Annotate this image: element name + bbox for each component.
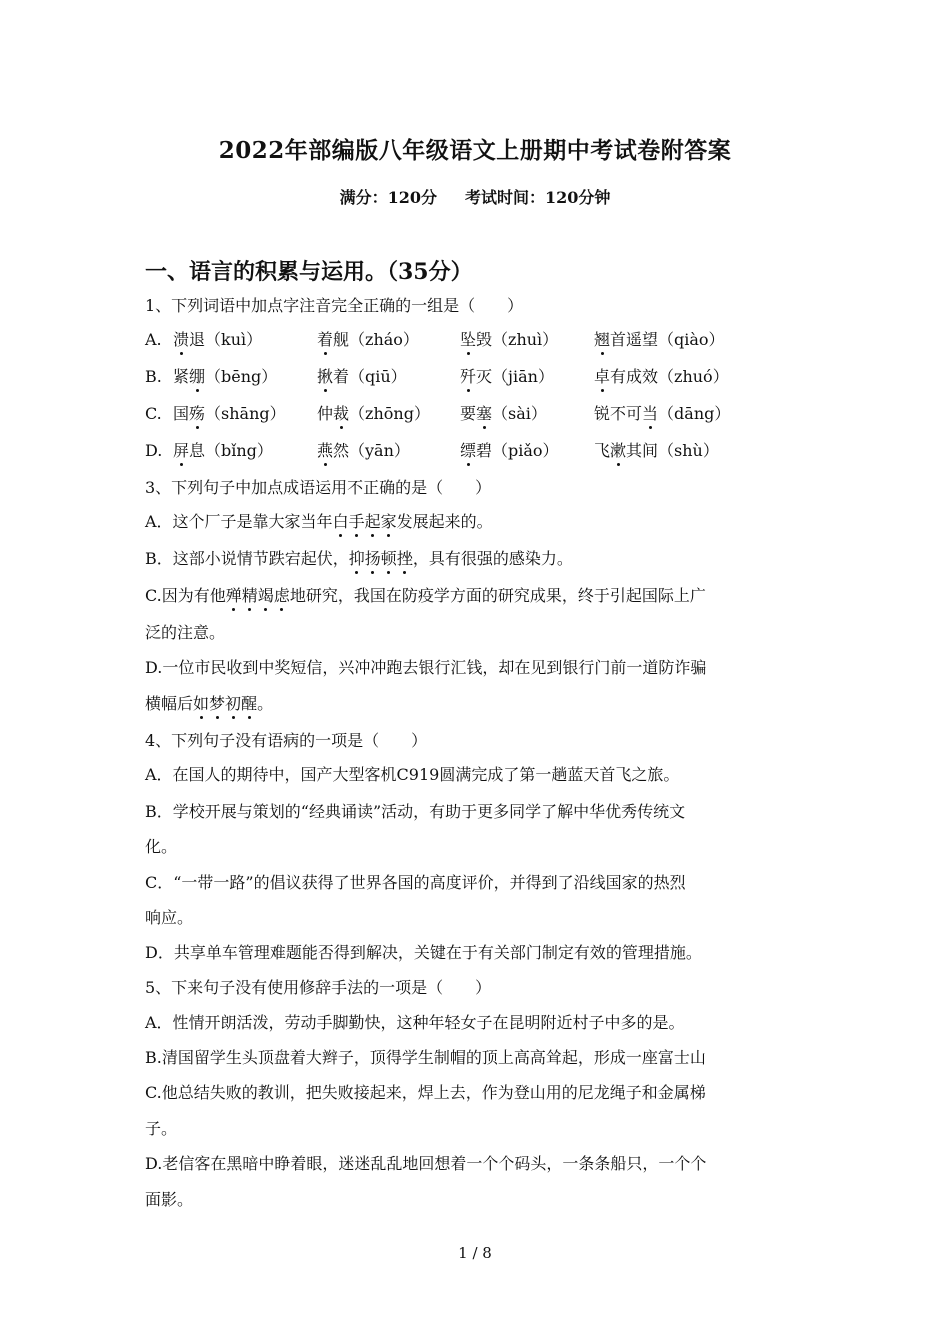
option-item: 着舰（zháo）: [317, 330, 419, 349]
page-title: 2022年部编版八年级语文上册期中考试卷附答案: [218, 137, 732, 164]
option-label: D.: [145, 441, 163, 460]
option-item: 燕然（yān）: [317, 441, 410, 460]
question-3-option-c-cont: 泛的注意。: [145, 623, 226, 642]
option-item: 屏息（bǐng）: [173, 441, 273, 460]
question-1-option-a: [145, 330, 825, 350]
question-5-option-c-cont: 子。: [145, 1119, 178, 1138]
question-3-option-b: B．这部小说情节跌宕起伏，抑扬顿挫，具有很强的感染力。: [145, 549, 573, 568]
question-4-option-a: A．在国人的期待中，国产大型客机C919圆满完成了第一趟蓝天首飞之旅。: [145, 765, 680, 784]
option-item: 溃退（kuì）: [173, 330, 263, 349]
question-4-stem: 4、下列句子没有语病的一项是（ ）: [145, 731, 428, 750]
page-number: 1 / 8: [458, 1244, 492, 1262]
option-item: 坠毁（zhuì）: [460, 330, 559, 349]
option-label: B.: [145, 367, 162, 386]
question-4-option-b: B．学校开展与策划的“经典诵读”活动，有助于更多同学了解中华优秀传统文: [145, 802, 686, 821]
question-3-option-d: D.一位市民收到中奖短信，兴冲冲跑去银行汇钱，却在见到银行门前一道防诈骗: [145, 658, 707, 677]
option-label: A.: [145, 330, 162, 349]
question-5-option-a: A．性情开朗活泼，劳动手脚勤快，这种年轻女子在昆明附近村子中多的是。: [145, 1013, 685, 1032]
option-label: C.: [145, 404, 162, 423]
question-5-option-b: B.清国留学生头顶盘着大辫子，顶得学生制帽的顶上高高耸起，形成一座富士山: [145, 1048, 706, 1067]
question-4-option-b-cont: 化。: [145, 837, 178, 856]
question-5-option-c: C.他总结失败的教训，把失败接起来，焊上去，作为登山用的尼龙绳子和金属梯: [145, 1083, 706, 1102]
question-3-option-c: C.因为有他殚精竭虑地研究，我国在防疫学方面的研究成果，终于引起国际上广: [145, 586, 706, 605]
option-item: 仲裁（zhōng）: [317, 404, 430, 423]
full-score: 满分：120分: [339, 188, 437, 207]
option-item: 缥碧（piǎo）: [460, 441, 559, 460]
option-item: 歼灭（jiān）: [460, 367, 554, 386]
option-item: 翘首遥望（qiào）: [594, 330, 725, 349]
question-1-stem: 1、下列词语中加点字注音完全正确的一组是（ ）: [145, 296, 524, 315]
option-item: 国殇（shāng）: [173, 404, 286, 423]
question-3-stem: 3、下列句子中加点成语运用不正确的是（ ）: [145, 478, 492, 497]
exam-time: 考试时间：120分钟: [465, 188, 611, 207]
question-5-option-d-cont: 面影。: [145, 1190, 194, 1209]
question-1-option-c: [145, 404, 825, 424]
question-5-option-d: D.老信客在黑暗中睁着眼，迷迷乱乱地回想着一个个码头，一条条船只，一个个: [145, 1154, 707, 1173]
option-item: 要塞（sài）: [460, 404, 547, 423]
option-item: 飞漱其间（shù）: [594, 441, 719, 460]
exam-info: [0, 185, 950, 208]
section-heading: 一、语言的积累与运用。（35分）: [145, 259, 473, 285]
option-item: 锐不可当（dāng）: [594, 404, 731, 423]
question-5-stem: 5、下来句子没有使用修辞手法的一项是（ ）: [145, 978, 492, 997]
option-item: 卓有成效（zhuó）: [594, 367, 729, 386]
question-4-option-c: C．“一带一路”的倡议获得了世界各国的高度评价，并得到了沿线国家的热烈: [145, 873, 686, 892]
question-4-option-c-cont: 响应。: [145, 908, 194, 927]
question-1-option-d: [145, 441, 825, 461]
option-item: 揪着（qiū）: [317, 367, 407, 386]
question-1-option-b: [145, 367, 825, 387]
question-3-option-a: A．这个厂子是靠大家当年白手起家发展起来的。: [145, 512, 493, 531]
question-3-option-d-cont: 横幅后如梦初醒。: [145, 694, 274, 713]
question-4-option-d: D．共享单车管理难题能否得到解决，关键在于有关部门制定有效的管理措施。: [145, 943, 702, 962]
option-item: 紧绷（bēng）: [173, 367, 278, 386]
